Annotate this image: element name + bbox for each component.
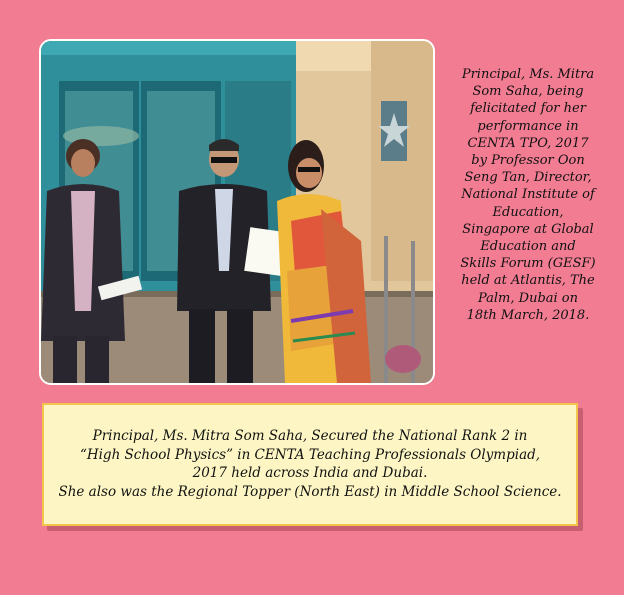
achievement-note	[42, 403, 578, 526]
felicitation-photo	[39, 39, 435, 385]
photo-caption-line: Palm, Dubai on	[477, 290, 579, 306]
photo-caption-line: felicitated for her	[470, 101, 586, 117]
photo-caption-line: 18th March, 2018.	[466, 307, 590, 323]
achievement-text	[44, 427, 576, 501]
photo-caption-line: performance in	[477, 118, 579, 134]
photo-caption-line: Education,	[492, 204, 564, 220]
photo-caption	[443, 66, 613, 324]
photo-caption-line: held at Atlantis, The	[461, 273, 595, 289]
photo-caption-line: CENTA TPO, 2017	[467, 135, 589, 151]
photo-caption-line: Singapore at Global	[462, 221, 594, 237]
felicitation-photo-illustration	[41, 41, 433, 383]
achievement-line: “High School Physics” in CENTA Teaching Professionals Olympiad,	[79, 446, 541, 463]
photo-caption-line: National Institute of	[461, 187, 595, 203]
photo-caption-line: Seng Tan, Director,	[464, 170, 592, 186]
achievement-line: 2017 held across India and Dubai.	[192, 465, 428, 481]
photo-caption-line: Skills Forum (GESF)	[460, 256, 596, 272]
photo-caption-line: Principal, Ms. Mitra	[461, 67, 595, 82]
achievement-line: She also was the Regional Topper (North East) in Middle School Science.	[58, 483, 562, 500]
photo-caption-line: Som Saha, being	[472, 84, 584, 100]
photo-caption-line: Education and	[480, 239, 576, 255]
photo-caption-line: by Professor Oon	[471, 153, 585, 169]
achievement-line: Principal, Ms. Mitra Som Saha, Secured the National Rank 2 in	[92, 428, 528, 444]
